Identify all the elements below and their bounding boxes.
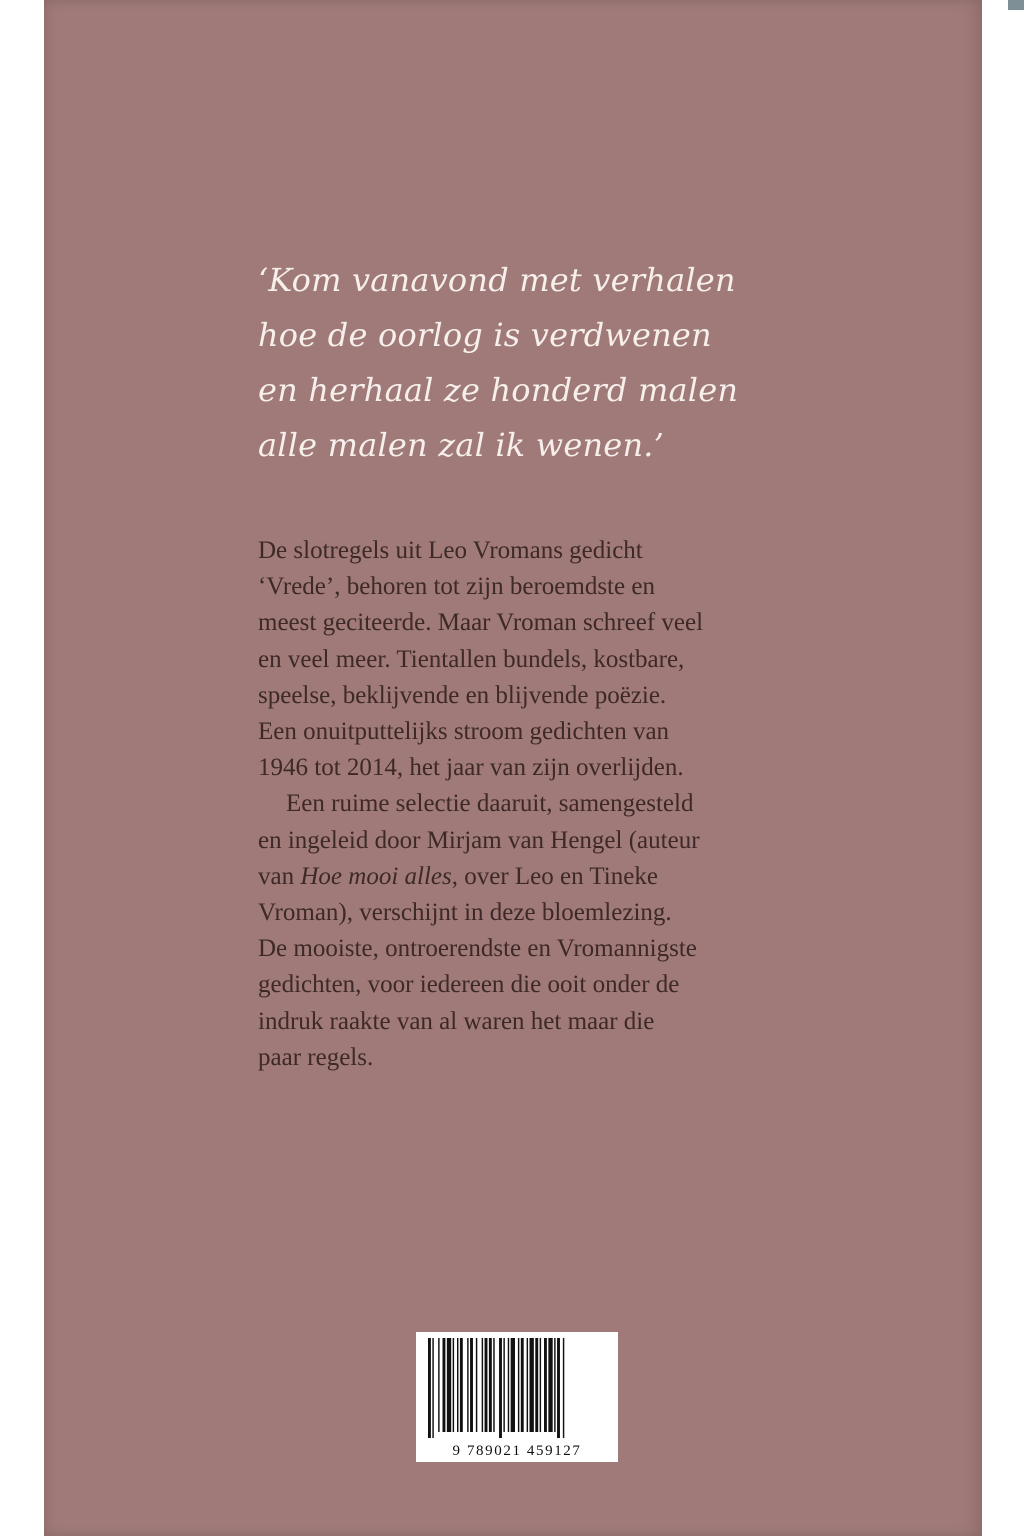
isbn-barcode: [416, 1332, 618, 1462]
blurb-line: Een ruime selectie daaruit, samengesteld: [286, 790, 694, 818]
blurb-line: ‘Vrede’, behoren tot zijn beroemdste en: [258, 573, 655, 601]
barcode-bar: [535, 1338, 538, 1432]
blurb-line-end: , over Leo en Tineke: [451, 862, 658, 890]
barcode-digits: 9 789021 459127: [452, 1443, 582, 1459]
poem-line: ‘Kom vanavond met verhalen: [258, 261, 736, 299]
barcode-bar: [460, 1338, 463, 1432]
blurb-line: paar regels.: [258, 1043, 374, 1071]
cover-top-edge: [1008, 0, 1024, 10]
barcode-bar: [489, 1338, 492, 1432]
poem-quote: [258, 253, 818, 473]
blurb-line: De mooiste, ontroerendste en Vromannigste: [258, 935, 697, 963]
barcode-bar: [457, 1338, 458, 1432]
poem-line: en herhaal ze honderd malen: [258, 371, 739, 409]
blurb-line: meest geciteerde. Maar Vroman schreef veel: [258, 609, 704, 637]
barcode-bar: [447, 1338, 451, 1432]
barcode-bar: [503, 1338, 504, 1432]
barcode-bar: [443, 1338, 446, 1432]
blurb-line: Een onuitputtelijks stroom gedichten van: [258, 718, 670, 746]
barcode-bar: [548, 1338, 552, 1432]
barcode-bar: [499, 1338, 502, 1438]
barcode-bar: [530, 1338, 534, 1432]
blurb-line: De slotregels uit Leo Vromans gedicht: [258, 537, 643, 564]
barcode-bar: [432, 1338, 433, 1438]
blurb-line: 1946 tot 2014, het jaar van zijn overlijden.: [258, 754, 684, 782]
poem-line: hoe de oorlog is verdwenen: [258, 316, 712, 354]
blurb-line: speelse, beklijvende en blijvende poëzie.: [258, 681, 667, 709]
barcode-bar: [511, 1338, 515, 1432]
blurb-line-with-title: [258, 859, 798, 895]
barcode-bar: [470, 1338, 473, 1432]
blurb-text: [258, 533, 798, 1076]
barcode-bar: [482, 1338, 483, 1432]
poem-line: alle malen zal ik wenen.’: [258, 426, 664, 464]
barcode-bar: [467, 1338, 468, 1432]
barcode-bar: [518, 1338, 519, 1432]
blurb-line: indruk raakte van al waren het maar die: [258, 1007, 655, 1035]
barcode-bar: [527, 1338, 528, 1432]
barcode-bar: [438, 1338, 439, 1432]
barcode-bar: [493, 1338, 494, 1432]
blurb-line: gedichten, voor iedereen die ooit onder de: [258, 971, 680, 999]
book-title-reference: Hoe mooi alles: [300, 862, 452, 890]
blurb-line: en ingeleid door Mirjam van Hengel (auteur: [258, 826, 700, 854]
barcode-bar: [428, 1338, 431, 1438]
barcode-bar: [485, 1338, 488, 1432]
blurb-line: Vroman), verschijnt in deze bloemlezing.: [258, 899, 672, 927]
barcode-bar: [521, 1338, 524, 1432]
blurb-line-start: van: [258, 862, 301, 890]
barcode-bar: [476, 1338, 477, 1432]
barcode-bar: [544, 1338, 547, 1432]
blurb-line: en veel meer. Tientallen bundels, kostbare,: [258, 645, 685, 673]
barcode-bar: [554, 1338, 555, 1432]
barcode-bar: [453, 1338, 454, 1432]
barcode-bar: [563, 1338, 564, 1438]
barcode-bar: [540, 1338, 541, 1432]
barcode-bar: [508, 1338, 509, 1432]
barcode-bars-icon: [426, 1338, 608, 1438]
barcode-bar: [557, 1338, 560, 1438]
